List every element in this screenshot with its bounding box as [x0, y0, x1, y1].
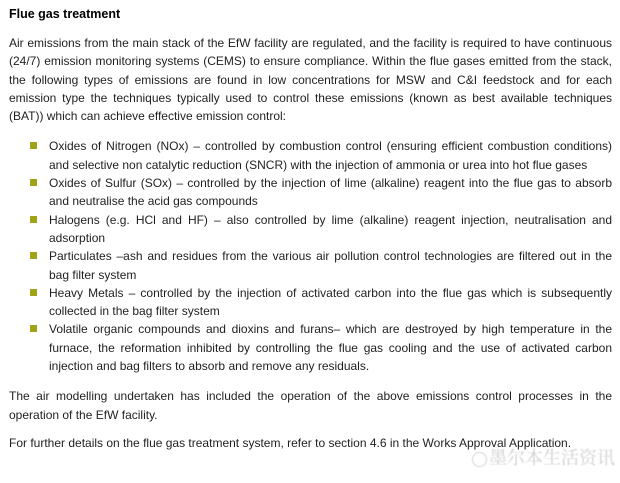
- page-title: Flue gas treatment: [9, 7, 121, 21]
- further-details-paragraph: For further details on the flue gas treatment system, refer to section 4.6 in the Works Approval Application.: [9, 435, 572, 450]
- bullet-square-icon: [30, 179, 37, 186]
- watermark-circle-logo-icon: [472, 452, 487, 467]
- list-item-text: Particulates –ash and residues from the various air pollution control technologies are filtered out in the bag filter system: [49, 249, 612, 282]
- bullet-square-icon: [30, 289, 37, 296]
- list-item-text: Oxides of Sulfur (SOx) – controlled by the injection of lime (alkaline) reagent into the flue gas to absorb and neutralise the acid gas compounds: [49, 176, 612, 209]
- emission-types-list: [9, 137, 612, 375]
- list-item: [9, 284, 612, 321]
- list-item-text: Heavy Metals – controlled by the injection of activated carbon into the flue gas which is subsequently collected in the bag filter system: [49, 285, 612, 319]
- air-modelling-paragraph: The air modelling undertaken has included the operation of the above emissions control processes in the operation of the EfW facility.: [9, 389, 612, 422]
- bullet-square-icon: [30, 252, 37, 259]
- list-item: [9, 174, 612, 211]
- list-item: [9, 320, 612, 375]
- list-item-text: Volatile organic compounds and dioxins and furans– which are destroyed by high temperature in the furnace, the reformation inhibited by controlling the flue gas cooling and the use of activated carbon injection and bag filters to absorb and remove any residuals.: [49, 322, 612, 374]
- list-item: [9, 247, 612, 284]
- list-item: [9, 211, 612, 248]
- watermark-text: 墨尔本生活资讯: [489, 448, 615, 469]
- list-item: [9, 137, 612, 174]
- bullet-square-icon: [30, 142, 37, 149]
- list-item-text: Halogens (e.g. HCl and HF) – also controlled by lime (alkaline) reagent injection, neutralisation and adsorption: [49, 212, 612, 245]
- bullet-square-icon: [30, 216, 37, 223]
- list-item-text: Oxides of Nitrogen (NOx) – controlled by combustion control (ensuring efficient combustion conditions) and selective non catalytic reduction (SNCR) with the injection of ammonia or urea into hot flue gases: [49, 139, 612, 172]
- bullet-square-icon: [30, 325, 37, 332]
- intro-paragraph: Air emissions from the main stack of the EfW facility are regulated, and the facility is required to have continuous (24/7) emission monitoring systems (CEMS) to ensure compliance. Within the flue gases emitted from the stack, the following types of emissions are found in low concentrations for MSW and C&I feedstock and for each emission type the techniques typically used to control these emissions (known as best available techniques (BAT)) which can achieve effective emission control:: [9, 36, 612, 124]
